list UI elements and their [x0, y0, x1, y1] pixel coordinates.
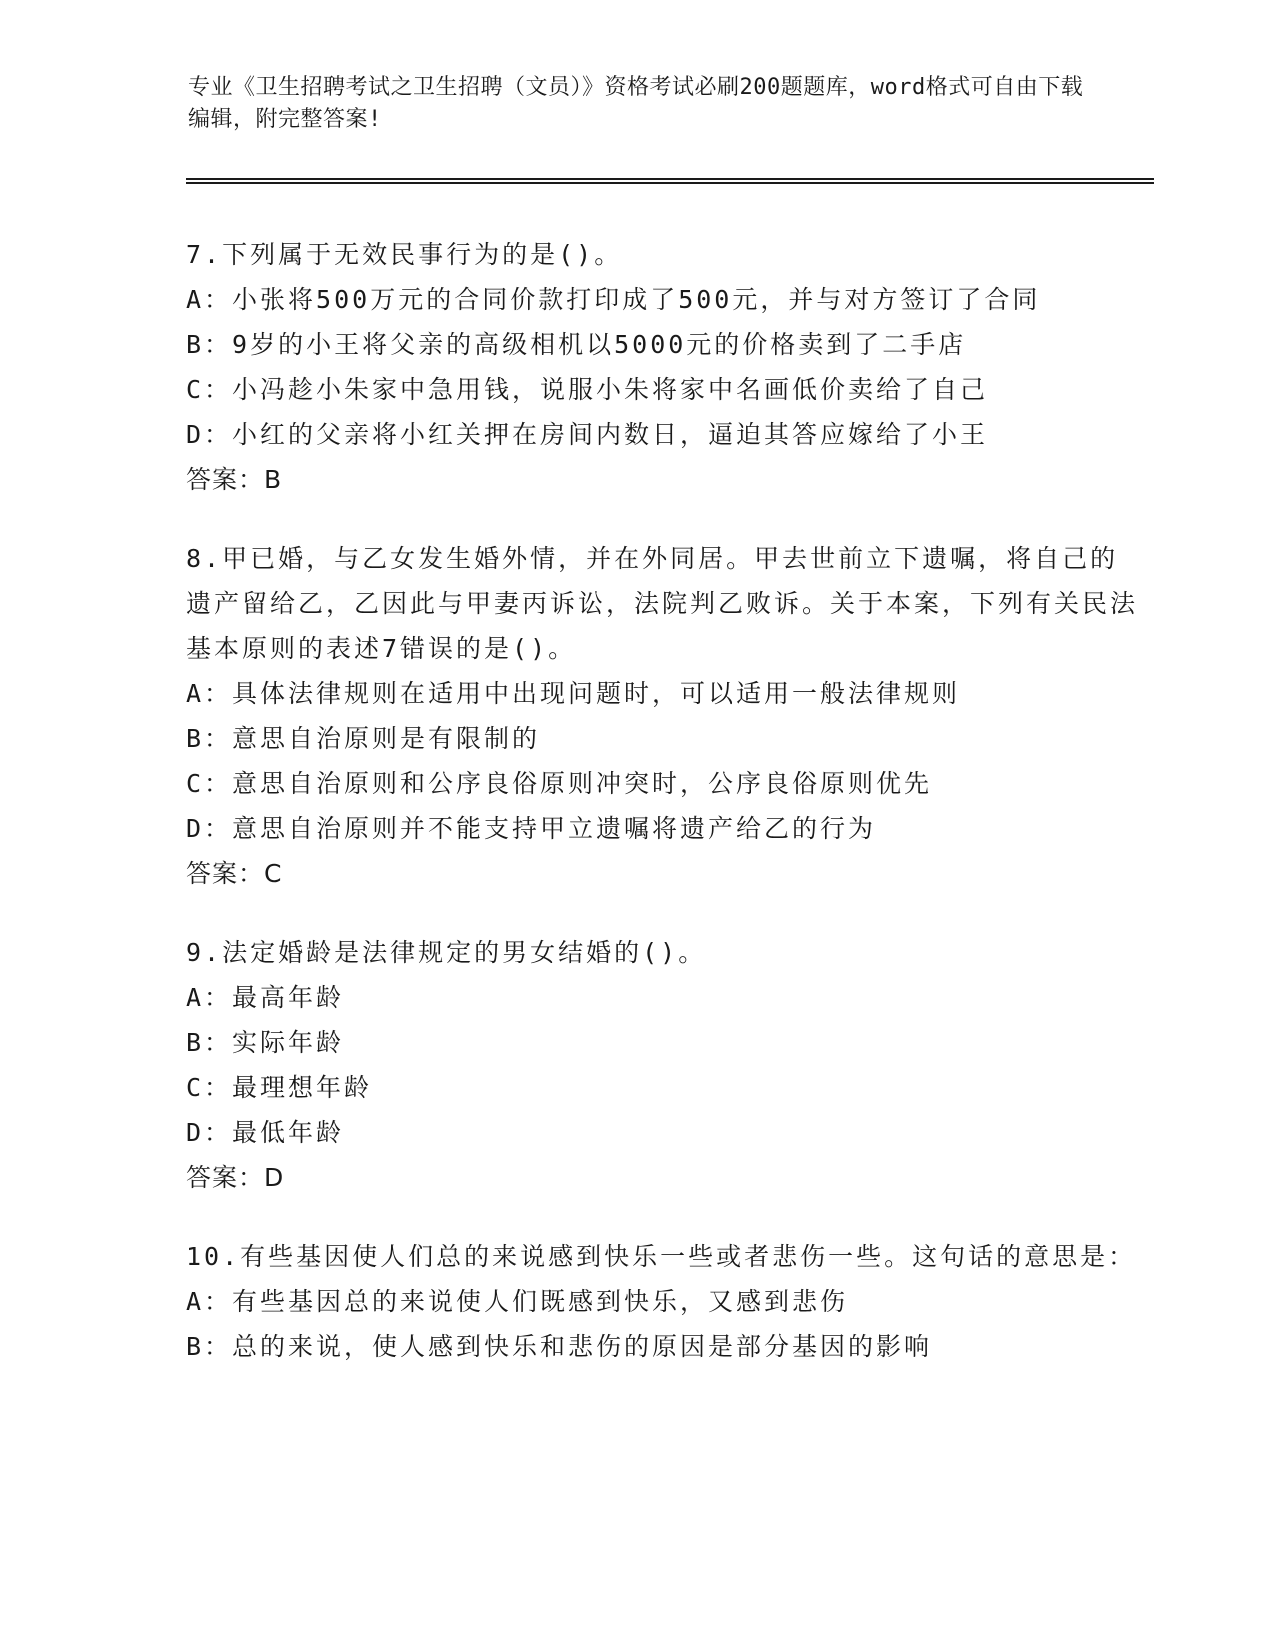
question-stem: 8.甲已婚，与乙女发生婚外情，并在外同居。甲去世前立下遗嘱，将自己的遗产留给乙，乙因此与甲妻丙诉讼，法院判乙败诉。关于本案，下列有关民法基本原则的表述7错误的是()。 [186, 544, 1139, 663]
answer-line: 答案：B [186, 465, 283, 494]
option-a: A：具体法律规则在适用中出现问题时，可以适用一般法律规则 [186, 679, 961, 708]
option-b: B：意思自治原则是有限制的 [186, 724, 541, 753]
answer-line: 答案：C [186, 859, 283, 888]
option-d: D：最低年龄 [186, 1118, 345, 1147]
question-stem: 10.有些基因使人们总的来说感到快乐一些或者悲伤一些。这句话的意思是： [186, 1242, 1137, 1271]
option-a: A：最高年龄 [186, 983, 345, 1012]
option-b: B：总的来说，使人感到快乐和悲伤的原因是部分基因的影响 [186, 1332, 933, 1361]
option-c: C：意思自治原则和公序良俗原则冲突时，公序良俗原则优先 [186, 769, 933, 798]
question-stem: 7.下列属于无效民事行为的是()。 [186, 240, 623, 269]
option-d: D：意思自治原则并不能支持甲立遗嘱将遗产给乙的行为 [186, 814, 877, 843]
question-list [186, 232, 1146, 1403]
option-d: D：小红的父亲将小红关押在房间内数日，逼迫其答应嫁给了小王 [186, 420, 989, 449]
option-c: C：小冯趁小朱家中急用钱，说服小朱将家中名画低价卖给了自己 [186, 375, 989, 404]
question-7 [186, 232, 1146, 502]
option-a: A：有些基因总的来说使人们既感到快乐，又感到悲伤 [186, 1287, 849, 1316]
header-divider [186, 178, 1154, 184]
question-9 [186, 930, 1146, 1200]
page-header: 专业《卫生招聘考试之卫生招聘（文员）》资格考试必刷200题题库，word格式可自由下载编辑，附完整答案! [188, 75, 1084, 132]
option-b: B：9岁的小王将父亲的高级相机以5000元的价格卖到了二手店 [186, 330, 967, 359]
option-c: C：最理想年龄 [186, 1073, 373, 1102]
answer-line: 答案：D [186, 1163, 285, 1192]
option-a: A：小张将500万元的合同价款打印成了500元，并与对方签订了合同 [186, 285, 1041, 314]
option-b: B：实际年龄 [186, 1028, 345, 1057]
question-stem: 9.法定婚龄是法律规定的男女结婚的()。 [186, 938, 707, 967]
question-8 [186, 536, 1146, 896]
question-10 [186, 1234, 1146, 1369]
